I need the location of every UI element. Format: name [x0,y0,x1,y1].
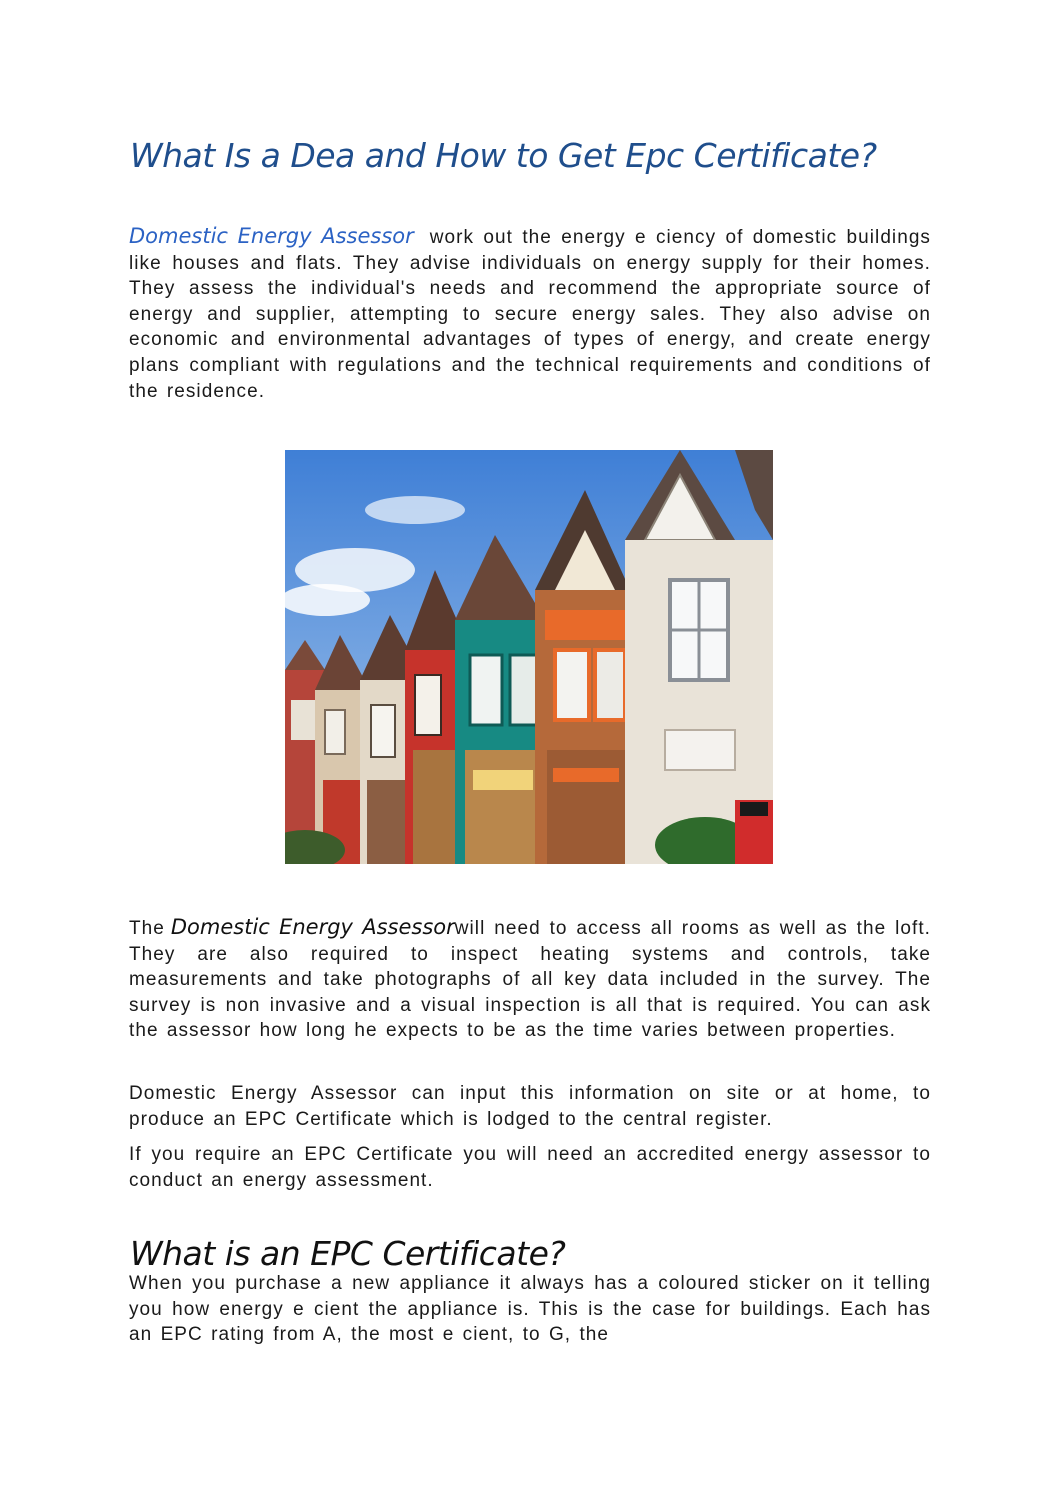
require-epc-paragraph: If you require an EPC Certificate you will need an accredited energy assessor to conduct an energy assessment. [129,1144,931,1191]
p2-rest: will need to access all rooms as well as the loft. They are also required to inspect heating systems and controls, take measurements and take photographs of all key data included in the survey. The survey is non invasive and a visual inspection is all that is required. You can ask the assessor how long he expects to be as the time varies between properties. [129,918,931,1042]
intro-body-text: work out the energy e ciency of domestic buildings like houses and flats. They advise individuals on energy supply for their homes. They assess the individual's needs and recommend the appropriate source of energy and supplier, attempting to secure energy sales. They also advise on economic and environmental advantages of types of energy, and create energy plans compliant with regulations and the technical requirements and conditions of the residence. [129,227,931,402]
assessor-visit-paragraph [129,915,931,1044]
intro-paragraph [129,224,931,404]
input-info-paragraph: Domestic Energy Assessor can input this information on site or at home, to produce an EPC Certificate which is lodged to the central register. [129,1083,931,1130]
page-title: What Is a Dea and How to Get Epc Certificate? [130,136,877,175]
section-heading-epc: What is an EPC Certificate? [130,1234,566,1273]
p2-prefix: The [129,918,165,939]
terraced-houses-photo [285,450,773,864]
domestic-energy-assessor-link[interactable]: Domestic Energy Assessor [129,224,414,248]
assessor-emphasis: Domestic Energy Assessor [170,915,455,939]
epc-explainer-paragraph: When you purchase a new appliance it always has a coloured sticker on it telling you how energy e cient the appliance is. This is the case for buildings. Each has an EPC rating from A, the most e cient, to G, the [129,1273,931,1346]
